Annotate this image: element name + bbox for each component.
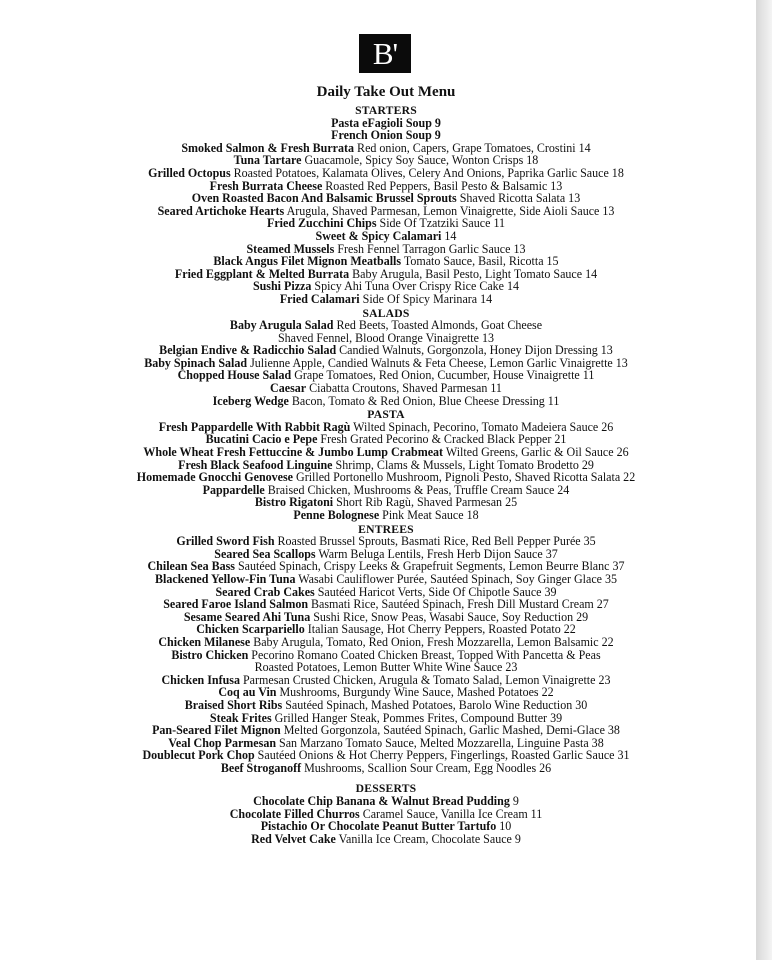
menu-item-name: Caesar <box>270 381 307 396</box>
menu-item-name: Steak Frites <box>209 710 272 725</box>
menu-item-description: Arugula, Shaved Parmesan, Lemon Vinaigrette, Side Aioli Sauce 13 <box>284 203 615 218</box>
menu-item-description: Vanilla Ice Cream, Chocolate Sauce 9 <box>335 831 521 846</box>
menu-item-description: Ciabatta Croutons, Shaved Parmesan 11 <box>306 381 502 396</box>
menu-item-description: Fresh Fennel Tarragon Garlic Sauce 13 <box>334 241 526 256</box>
menu-item-name: Whole Wheat Fresh Fettuccine & Jumbo Lump Crabmeat <box>143 445 444 460</box>
menu-item-name: Seared Sea Scallops <box>214 546 316 561</box>
menu-item-description: 10 <box>496 819 512 834</box>
menu-item-name: Fried Zucchini Chips <box>266 216 377 231</box>
menu-item-name: Chocolate Chip Banana & Walnut Bread Pudding <box>253 794 510 809</box>
menu-item-description: Wasabi Cauliflower Purée, Sautéed Spinach, Soy Ginger Glace 35 <box>295 571 618 586</box>
menu-item-description: Sautéed Spinach, Crispy Leeks & Grapefruit Segments, Lemon Beurre Blanc 37 <box>234 559 625 574</box>
menu-item-description: Sushi Rice, Snow Peas, Wasabi Sauce, Soy Reduction 29 <box>310 609 589 624</box>
menu-item-description: Warm Beluga Lentils, Fresh Herb Dijon Sauce 37 <box>315 546 558 561</box>
menu-item <box>12 293 761 306</box>
menu-item-description: Side Of Spicy Marinara 14 <box>359 291 493 306</box>
menu-item-description: Guacamole, Spicy Soy Sauce, Wonton Crisps 18 <box>301 153 539 168</box>
menu-item-name: Beef Stroganoff <box>220 760 302 775</box>
menu-item-name: Iceberg Wedge <box>212 393 289 408</box>
menu-item-description: Grilled Portonello Mushroom, Pignoli Pesto, Shaved Ricotta Salata 22 <box>293 470 636 485</box>
menu-item-name: Braised Short Ribs <box>184 697 283 712</box>
menu-item-description: Roasted Red Peppers, Basil Pesto & Balsamic 13 <box>322 178 563 193</box>
section-items <box>12 535 761 774</box>
menu-item-name: Red Velvet Cake <box>251 831 336 846</box>
section-items <box>12 117 761 306</box>
menu-item-name: Seared Crab Cakes <box>215 584 315 599</box>
menu-item-description: Shrimp, Clams & Mussels, Light Tomato Brodetto 29 <box>332 457 594 472</box>
menu-item-name: Coq au Vin <box>218 685 277 700</box>
section-items <box>12 421 761 522</box>
menu-item-name: Chicken Scarpariello <box>196 622 305 637</box>
menu-item-description: Italian Sausage, Hot Cherry Peppers, Roasted Potato 22 <box>304 622 576 637</box>
page-title: Daily Take Out Menu <box>316 84 456 100</box>
menu-item-name: Tuna Tartare <box>233 153 302 168</box>
menu-item-name: Pappardelle <box>202 482 265 497</box>
menu-item-name: Seared Artichoke Hearts <box>157 203 285 218</box>
menu-item-name: Chicken Infusa <box>161 672 240 687</box>
section-pasta <box>12 408 761 521</box>
menu-item-name: Sweet & Spicy Calamari <box>315 228 442 243</box>
menu-item-name: Fresh Burrata Cheese <box>209 178 323 193</box>
menu-item-description: San Marzano Tomato Sauce, Melted Mozzarella, Linguine Pasta 38 <box>276 735 604 750</box>
menu-item-name: Blackened Yellow-Fin Tuna <box>154 571 296 586</box>
section-desserts <box>12 782 761 845</box>
section-starters <box>12 104 761 306</box>
menu-item-name: Baby Arugula Salad <box>229 318 334 333</box>
menu-item-name: Pasta eFagioli Soup 9 <box>331 115 441 130</box>
menu-item-description: Bacon, Tomato & Red Onion, Blue Cheese Dressing 11 <box>288 393 560 408</box>
menu-item-name: Baby Spinach Salad <box>144 355 248 370</box>
menu-item <box>12 509 761 522</box>
menu-item <box>12 762 761 775</box>
menu-item-description: Wilted Greens, Garlic & Oil Sauce 26 <box>443 445 629 460</box>
menu-item-name: Chopped House Salad <box>177 368 292 383</box>
menu-item-name: Chocolate Filled Churros <box>229 806 360 821</box>
menu-item-description: Candied Walnuts, Gorgonzola, Honey Dijon Dressing 13 <box>336 343 613 358</box>
menu-item-name: Pan-Seared Filet Mignon <box>152 723 281 738</box>
section-items <box>12 795 761 845</box>
menu-item-name: Bistro Rigatoni <box>254 495 334 510</box>
menu-item-description: Grape Tomatoes, Red Onion, Cucumber, House Vinaigrette 11 <box>291 368 595 383</box>
section-title: DESSERTS <box>355 781 417 796</box>
menu-item-description: Baby Arugula, Tomato, Red Onion, Fresh Mozzarella, Lemon Balsamic 22 <box>250 634 614 649</box>
menu-item-name: Sushi Pizza <box>252 279 312 294</box>
menu-item-description: Roasted Brussel Sprouts, Basmati Rice, Red Bell Pepper Purée 35 <box>274 534 596 549</box>
menu-item-name: Black Angus Filet Mignon Meatballs <box>213 254 402 269</box>
menu-item-description: Short Rib Ragù, Shaved Parmesan 25 <box>333 495 518 510</box>
menu-item-name: Homemade Gnocchi Genovese <box>136 470 294 485</box>
section-title: PASTA <box>367 407 405 422</box>
menu-item-name: Seared Faroe Island Salmon <box>163 597 309 612</box>
menu-item <box>12 833 761 846</box>
section-title: SALADS <box>362 305 410 320</box>
section-title: ENTREES <box>358 521 414 536</box>
menu-item-description: Parmesan Crusted Chicken, Arugula & Tomato Salad, Lemon Vinaigrette 23 <box>239 672 611 687</box>
menu-item-name: Fresh Black Seafood Linguine <box>178 457 333 472</box>
menu-item-name: Fresh Pappardelle With Rabbit Ragù <box>158 419 351 434</box>
menu-body <box>12 104 761 845</box>
menu-item-description: Grilled Hanger Steak, Pommes Frites, Compound Butter 39 <box>271 710 563 725</box>
menu-item-description: Pecorino Romano Coated Chicken Breast, Topped With Pancetta & Peas <box>248 647 601 662</box>
menu-item-description: Braised Chicken, Mushrooms & Peas, Truffle Cream Sauce 24 <box>264 482 570 497</box>
menu-item-description: Mushrooms, Burgundy Wine Sauce, Mashed Potatoes 22 <box>276 685 554 700</box>
menu-item-description: Shaved Ricotta Salata 13 <box>456 191 581 206</box>
menu-item-name: French Onion Soup 9 <box>331 128 441 143</box>
menu-item-name: Fried Calamari <box>279 291 360 306</box>
menu-item-name: Steamed Mussels <box>246 241 335 256</box>
restaurant-logo: B' <box>359 34 411 73</box>
menu-item-description: Wilted Spinach, Pecorino, Tomato Madeiera Sauce 26 <box>350 419 614 434</box>
menu-item-name: Chilean Sea Bass <box>147 559 235 574</box>
menu-item-description: Julienne Apple, Candied Walnuts & Feta Cheese, Lemon Garlic Vinaigrette 13 <box>247 355 628 370</box>
menu-item-name: Penne Bolognese <box>293 508 380 522</box>
menu-item <box>12 395 761 408</box>
menu-item-name: Bistro Chicken <box>171 647 249 662</box>
menu-item-description: 14 <box>441 228 457 243</box>
menu-item-name: Bucatini Cacio e Pepe <box>205 432 318 447</box>
menu-item-name: Chicken Milanese <box>158 634 251 649</box>
menu-item-description: Caramel Sauce, Vanilla Ice Cream 11 <box>359 806 543 821</box>
menu-item-description: Tomato Sauce, Basil, Ricotta 15 <box>401 254 559 269</box>
menu-item-description: Sautéed Spinach, Mashed Potatoes, Barolo Wine Reduction 30 <box>282 697 588 712</box>
menu-item-description: Spicy Ahi Tuna Over Crispy Rice Cake 14 <box>311 279 520 294</box>
menu-item-name: Oven Roasted Bacon And Balsamic Brussel Sprouts <box>191 191 457 206</box>
menu-item-name: Sesame Seared Ahi Tuna <box>183 609 311 624</box>
menu-item-description: Roasted Potatoes, Kalamata Olives, Celery And Onions, Paprika Garlic Sauce 18 <box>230 165 624 180</box>
menu-item-description: Pink Meat Sauce 18 <box>379 508 479 522</box>
menu-item-description: Basmati Rice, Sautéed Spinach, Fresh Dill Mustard Cream 27 <box>308 597 609 612</box>
menu-item-name: Fried Eggplant & Melted Burrata <box>174 266 350 281</box>
menu-item-name: Grilled Octopus <box>148 165 231 180</box>
menu-item-name: Pistachio Or Chocolate Peanut Butter Tartufo <box>260 819 497 834</box>
section-items <box>12 319 761 407</box>
menu-item-description: Red Beets, Toasted Almonds, Goat Cheese <box>333 318 543 333</box>
page-edge-shadow <box>756 0 772 960</box>
menu-item-description: Melted Gorgonzola, Sautéed Spinach, Garlic Mashed, Demi-Glace 38 <box>280 723 620 738</box>
menu-item-description: Sautéed Onions & Hot Cherry Peppers, Fingerlings, Roasted Garlic Sauce 31 <box>254 748 630 763</box>
menu-item-description: Sautéed Haricot Verts, Side Of Chipotle Sauce 39 <box>314 584 557 599</box>
menu-item-name: Belgian Endive & Radicchio Salad <box>159 343 337 358</box>
menu-item-name: Veal Chop Parmesan <box>168 735 277 750</box>
menu-item-description: Shaved Fennel, Blood Orange Vinaigrette 13 <box>277 330 495 345</box>
section-title: STARTERS <box>355 103 417 117</box>
menu-item-name: Grilled Sword Fish <box>176 534 275 549</box>
menu-item-description: Roasted Potatoes, Lemon Butter White Wine Sauce 23 <box>254 660 518 675</box>
section-entrees <box>12 523 761 775</box>
section-salads <box>12 307 761 408</box>
menu-item-name: Doublecut Pork Chop <box>142 748 255 763</box>
menu-item-name: Smoked Salmon & Fresh Burrata <box>181 140 355 155</box>
menu-item-description: Fresh Grated Pecorino & Cracked Black Pepper 21 <box>317 432 567 447</box>
menu-item-description: Baby Arugula, Basil Pesto, Light Tomato Sauce 14 <box>349 266 598 281</box>
menu-item-description: Side Of Tzatziki Sauce 11 <box>376 216 506 231</box>
menu-item-description: Mushrooms, Scallion Sour Cream, Egg Noodles 26 <box>301 760 552 775</box>
menu-item-description: Red onion, Capers, Grape Tomatoes, Crostini 14 <box>354 140 591 155</box>
menu-item-description: 9 <box>509 794 519 809</box>
